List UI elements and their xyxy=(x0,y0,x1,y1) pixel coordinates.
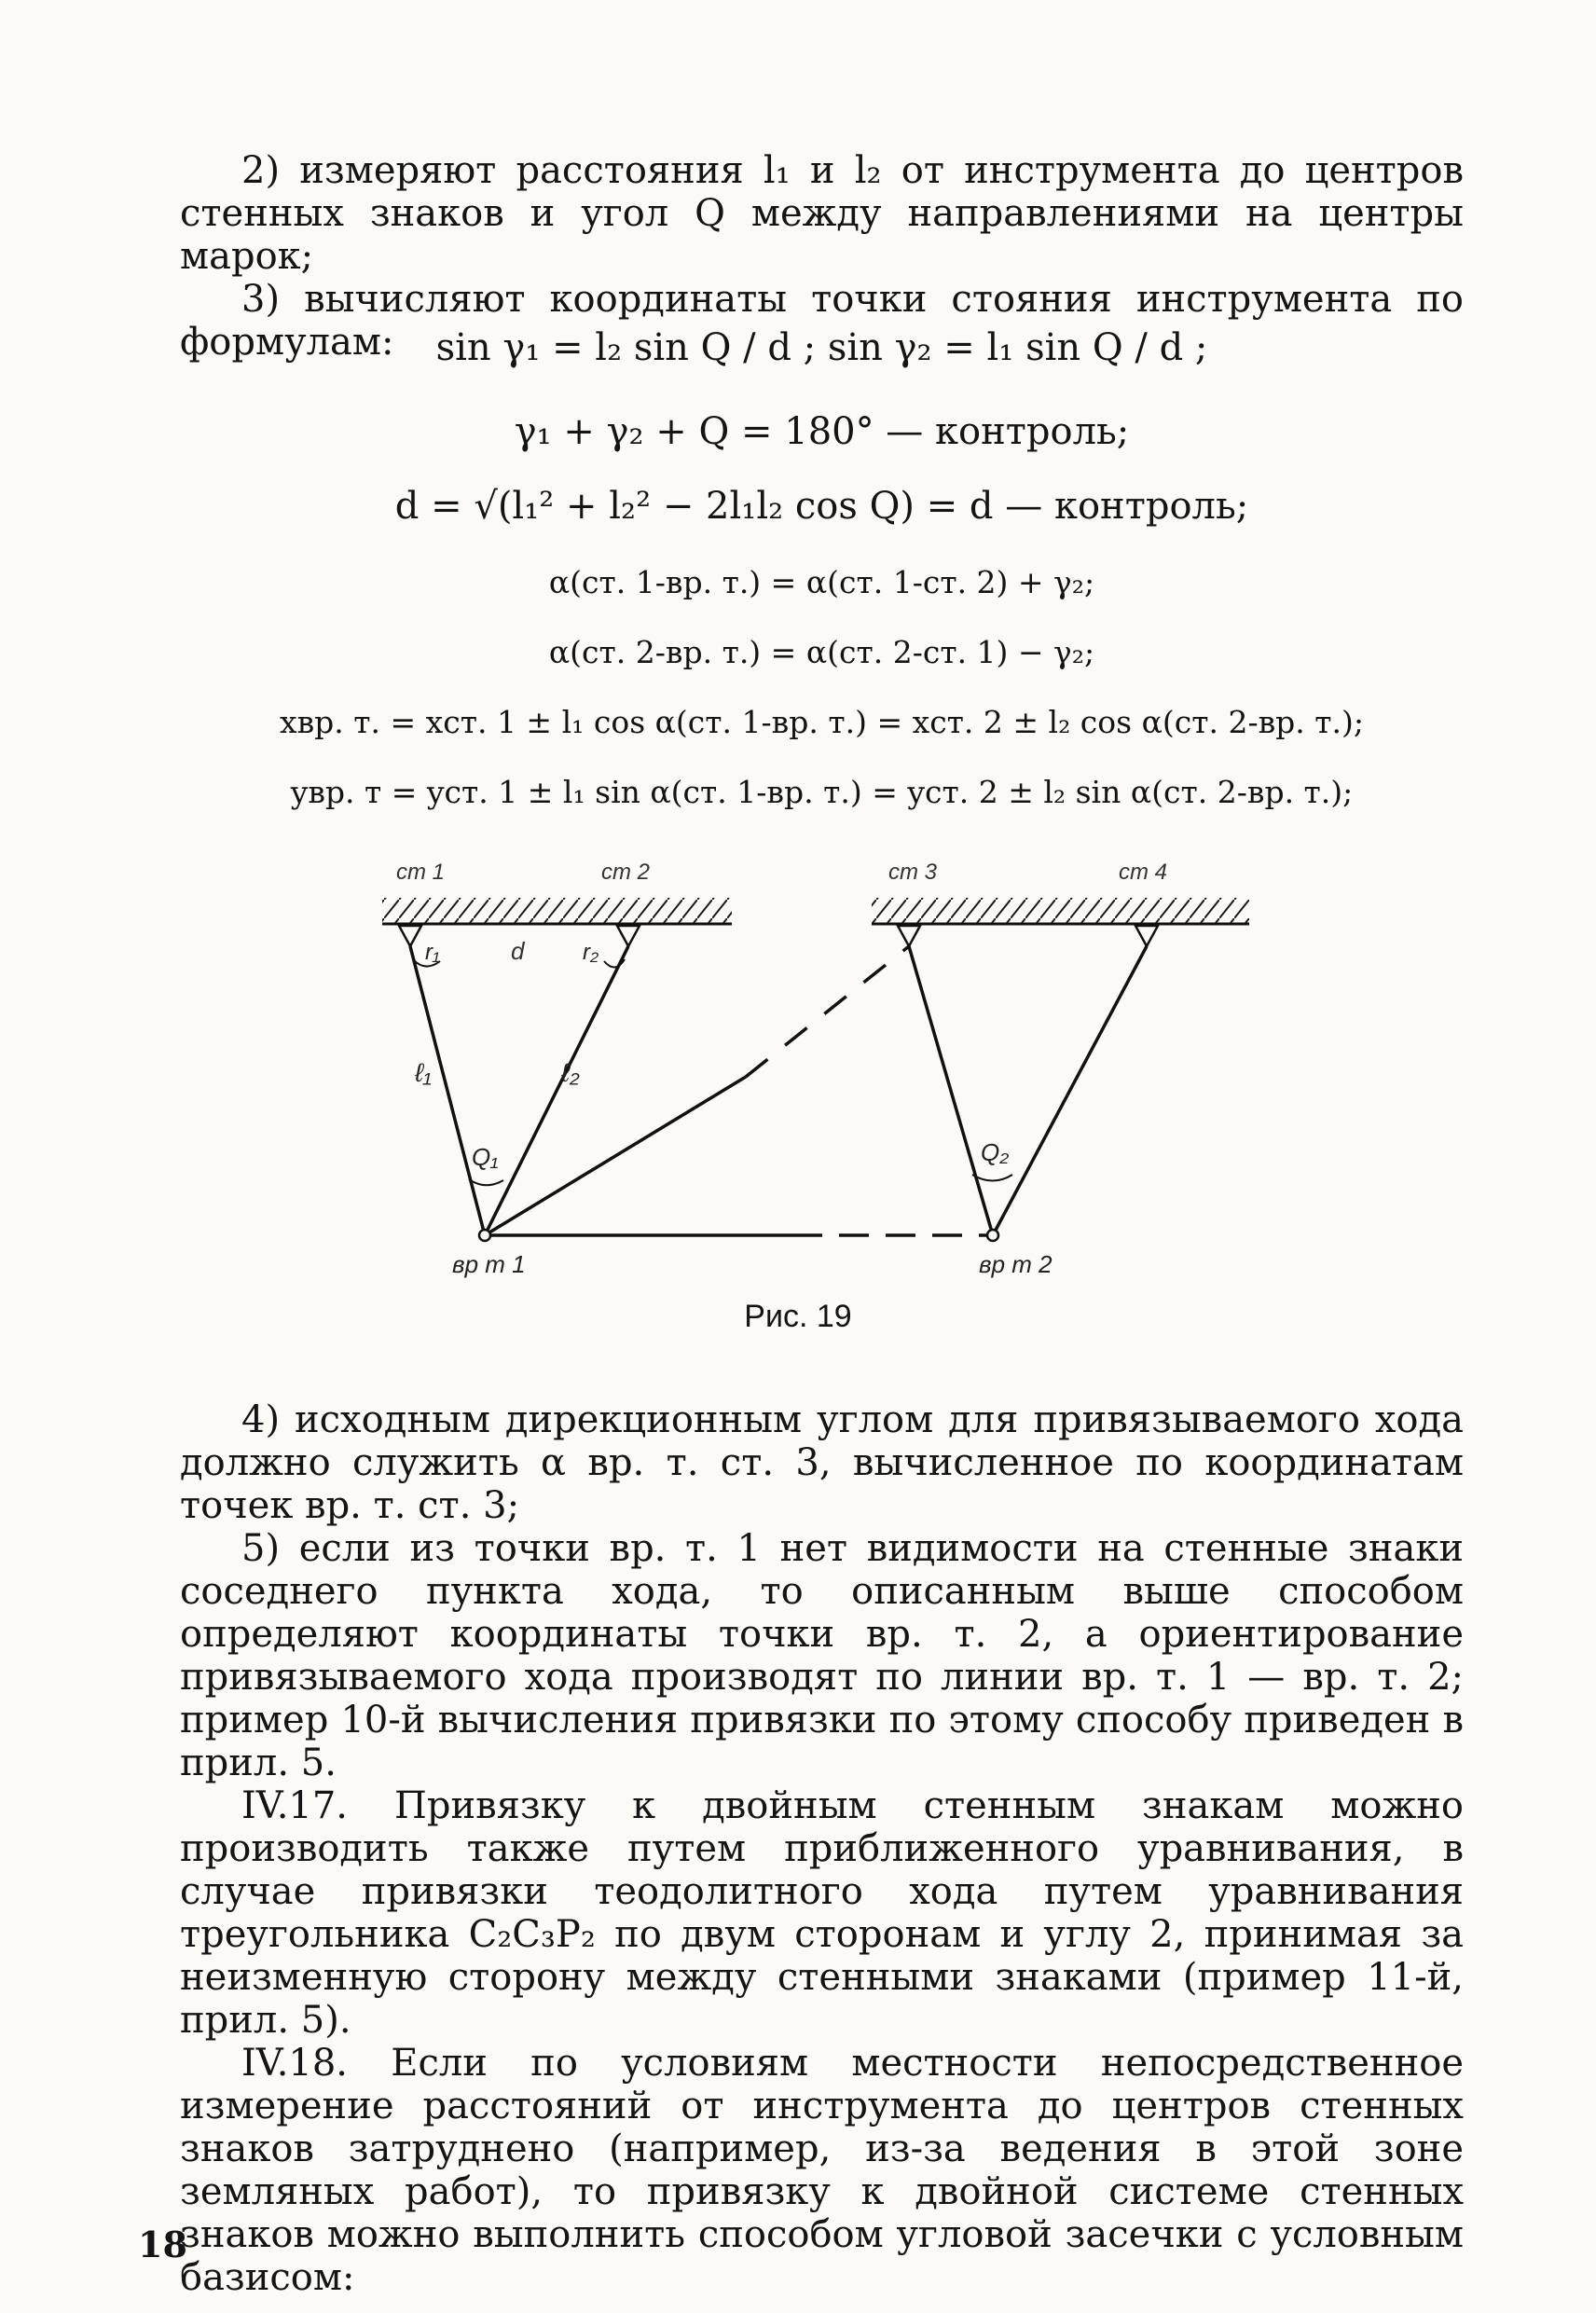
label-st1: ст 1 xyxy=(396,860,446,885)
wall-mark-st3 xyxy=(898,926,920,946)
label-l1: ℓ₁ xyxy=(415,1058,432,1087)
side-st3-vrt2 xyxy=(909,946,993,1235)
formula-x-coordinate: xвр. т. = xст. 1 ± l₁ cos α(ст. 1-вр. т.) = xст. 2 ± l₂ cos α(ст. 2-вр. т.); xyxy=(279,704,1365,740)
label-vrt1: вр т 1 xyxy=(452,1250,526,1278)
page-number: 18 xyxy=(138,2224,187,2265)
label-l2: ℓ₂ xyxy=(561,1058,580,1087)
wall-hatch-right xyxy=(872,898,1249,924)
station-point-vrt2 xyxy=(987,1230,998,1241)
paragraph-step-5: 5) если из точки вр. т. 1 нет видимости на стенные знаки соседнего пункта хода, то описанным выше способом определяют координаты точки вр. т. 2, а ориентирование привязываемого хода производят по линии вр. т. 1 — вр. т. 2; пример 10-й вычисления привязки по этому способу приведен в прил. 5. xyxy=(180,1527,1464,1784)
paragraph-step-2: 2) измеряют расстояния l₁ и l₂ от инструмента до центров стенных знаков и угол Q между направлениями на центры марок; xyxy=(180,149,1464,278)
paragraph-step-4: 4) исходным дирекционным углом для привязываемого хода должно служить α вр. т. ст. 3, вычисленное по координатам точек вр. т. ст. 3; xyxy=(180,1398,1464,1527)
label-r2: r₂ xyxy=(583,940,599,965)
formula-distance: d = √(l₁² + l₂² − 2l₁l₂ cos Q) = d — контроль; xyxy=(394,485,1249,528)
formula-alpha-1: α(ст. 1-вр. т.) = α(ст. 1-ст. 2) + γ₂; xyxy=(548,564,1095,600)
label-q2: Q₂ xyxy=(981,1138,1010,1166)
label-st3: ст 3 xyxy=(888,860,938,885)
angle-arc-q1 xyxy=(469,1179,503,1185)
formula-angle-sum: γ₁ + γ₂ + Q = 180° — контроль; xyxy=(514,410,1130,453)
station-point-vrt1 xyxy=(479,1230,490,1241)
wall-hatch-left xyxy=(382,898,732,924)
paragraph-iv-18: IV.18. Если по условиям местности непосредственное измерение расстояний от инструмента до центров стенных знаков затруднено (например, из-за ведения в этой зоне земляных работ), то привязку к двойной системе стенных знаков можно выполнить способом угловой засечки с условным базисом: xyxy=(180,2042,1464,2299)
line-to-st3-dashed xyxy=(746,946,909,1077)
label-d: d xyxy=(511,937,525,965)
paragraph-iv-17: IV.17. Привязку к двойным стенным знакам можно производить также путем приближенного уравнивания, в случае привязки теодолитного хода путем уравнивания треугольника C₂C₃P₂ по двум сторонам и углу 2, принимая за неизменную сторону между стенными знаками (пример 11-й, прил. 5). xyxy=(180,1784,1464,2042)
formula-y-coordinate: yвр. т = yст. 1 ± l₁ sin α(ст. 1-вр. т.) = yст. 2 ± l₂ sin α(ст. 2-вр. т.); xyxy=(290,774,1354,810)
side-st4-vrt2 xyxy=(993,946,1147,1235)
wall-mark-st2 xyxy=(617,926,640,946)
label-st2: ст 2 xyxy=(601,860,651,885)
label-q1: Q₁ xyxy=(472,1143,499,1171)
paragraph-step-3: 3) вычисляют координаты точки стояния инструмента по формулам: xyxy=(180,278,1464,364)
label-r1: r₁ xyxy=(425,940,440,965)
wall-mark-st4 xyxy=(1135,926,1158,946)
figure-caption: Рис. 19 xyxy=(744,1299,852,1334)
label-vrt2: вр т 2 xyxy=(979,1250,1053,1278)
formula-alpha-2: α(ст. 2-вр. т.) = α(ст. 2-ст. 1) − γ₂; xyxy=(548,634,1095,670)
bottom-text-block xyxy=(180,1398,1464,2299)
label-st4: ст 4 xyxy=(1119,860,1168,885)
wall-mark-st1 xyxy=(399,926,421,946)
figure-19-diagram xyxy=(354,844,1268,1319)
side-l1 xyxy=(410,946,485,1235)
formula-sin-gamma: sin γ₁ = l₂ sin Q / d ; sin γ₂ = l₁ sin Q / d ; xyxy=(435,326,1208,369)
